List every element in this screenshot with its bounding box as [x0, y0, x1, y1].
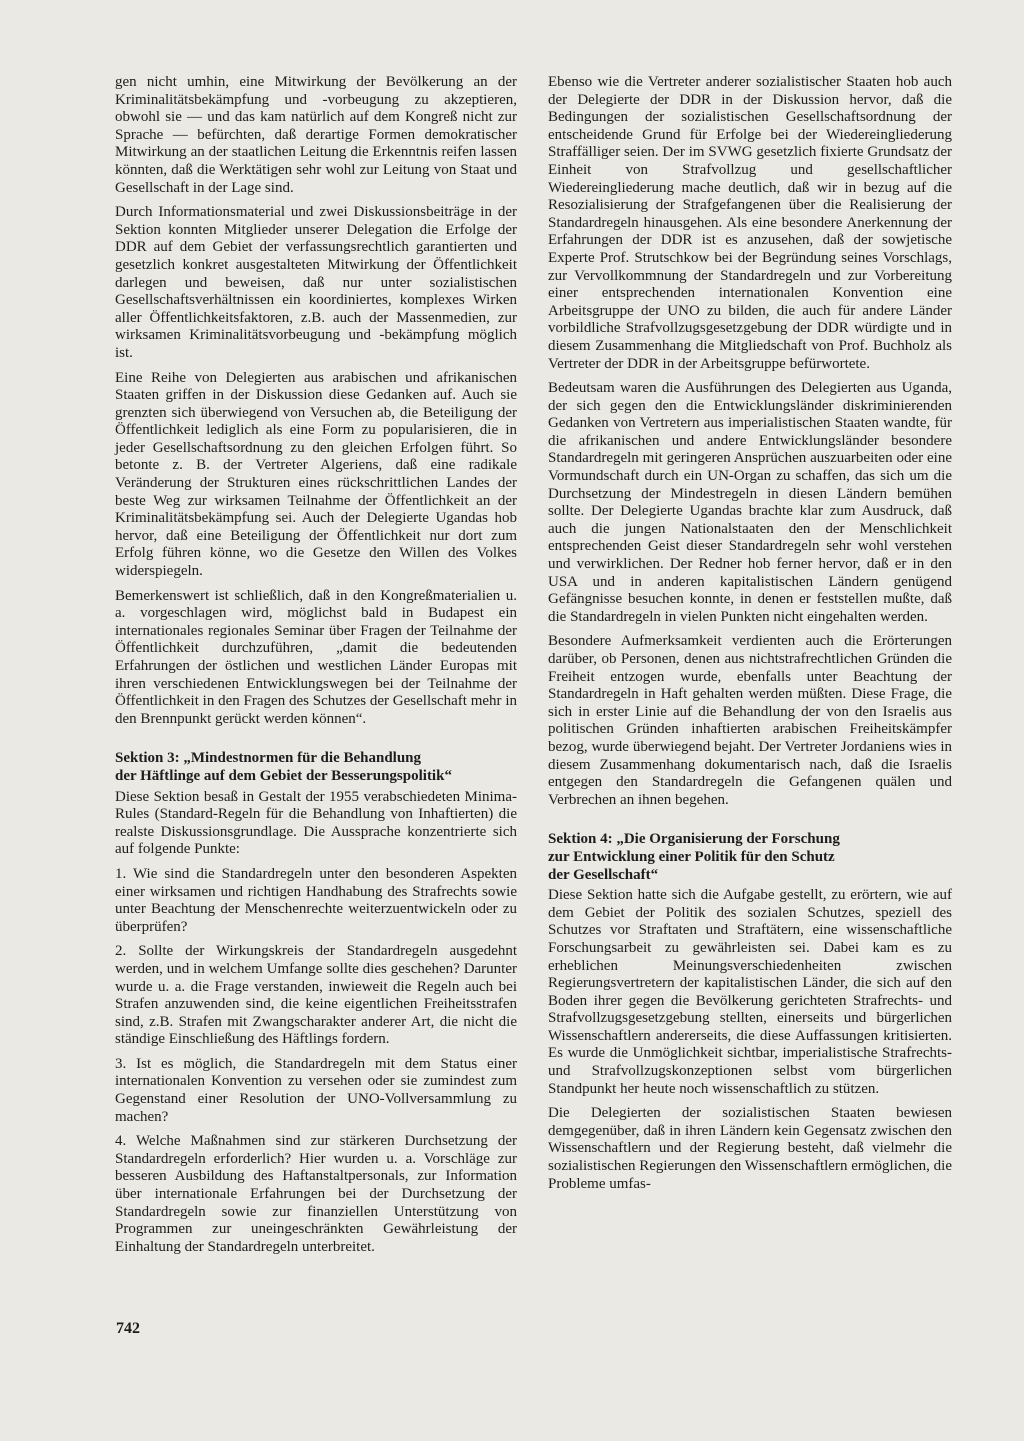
right-column: [548, 74, 952, 1193]
paragraph: Bedeutsam waren die Ausführungen des Delegierten aus Uganda, der sich gegen den die Entwicklungsländer diskriminierenden Gedanken von Vertretern aus imperialistischen Staaten wandte, für die afrikanischen und andere Entwicklungsländer besondere Standardregeln mit geringeren Ansprüchen auszuarbeiten oder eine Vormundschaft durch ein UN-Organ zu schaffen, das sich um die Durchsetzung der Mindestregeln in diesen Ländern bemühen sollte. Der Delegierte Ugandas brachte klar zum Ausdruck, daß auch die jungen Nationalstaaten den der Menschlichkeit entsprechenden Geist dieser Standardregeln sehr wohl verstehen und verwirklichen. Der Redner hob ferner hervor, daß er in den USA und in anderen kapitalistischen Ländern genügend Gefängnisse besuchen konnte, in denen er feststellen mußte, daß die Standardregeln in vielen Punkten nicht eingehalten werden.: [548, 380, 952, 625]
heading-line: der Häftlinge auf dem Gebiet der Besserungspolitik“: [115, 767, 452, 784]
section-4-heading: [548, 831, 952, 884]
heading-line: zur Entwicklung einer Politik für den Schutz: [548, 848, 835, 865]
list-item: 1. Wie sind die Standardregeln unter den besonderen Aspekten einer wirksamen und richtigen Handhabung des Strafrechts sowie unter Beachtung der Menschenrechte weiterzuentwickeln oder zu überprüfen?: [115, 865, 517, 935]
list-item: 3. Ist es möglich, die Standardregeln mit dem Status einer internationalen Konvention zu versehen oder sie zumindest zum Gegenstand einer Resolution der UNO-Vollversammlung zu machen?: [115, 1055, 517, 1125]
paragraph: Besondere Aufmerksamkeit verdienten auch die Erörterungen darüber, ob Personen, denen aus nichtstrafrechtlichen Gründen die Freiheit entzogen wurde, ebenfalls unter Beachtung der Standardregeln in Haft gehalten werden müßten. Diese Frage, die sich in erster Linie auf die Behandlung der von den Israelis aus politischen Gründen inhaftierten arabischen Freiheitskämpfer bezog, wurde überwiegend bejaht. Der Vertreter Jordaniens wies in diesem Zusammenhang dokumentarisch nach, daß die Israelis entgegen den Standardregeln die Gefangenen quälen und Verbrechen an ihnen begehen.: [548, 633, 952, 808]
paragraph: Diese Sektion besaß in Gestalt der 1955 verabschiedeten Minima-Rules (Standard-Regeln für die Behandlung von Inhaftierten) die realste Diskussionsgrundlage. Die Aussprache konzentrierte sich auf folgende Punkte:: [115, 788, 517, 858]
section-3-heading: [115, 750, 517, 785]
paragraph: gen nicht umhin, eine Mitwirkung der Bevölkerung an der Kriminalitätsbekämpfung und -vorbeugung zu akzeptieren, obwohl sie — und das kam natürlich auf dem Kongreß nicht zur Sprache — befürchten, daß derartige Formen demokratischer Mitwirkung an der staatlichen Leitung die Erkenntnis reifen lassen könnten, daß die Werktätigen sehr wohl zur Leitung von Staat und Gesellschaft in der Lage sind.: [115, 74, 517, 196]
paragraph: Eine Reihe von Delegierten aus arabischen und afrikanischen Staaten griffen in der Diskussion diese Gedanken auf. Auch sie grenzten sich überwiegend von Versuchen ab, die Beteiligung der Öffentlichkeit lediglich als eine Form zu popularisieren, die in jeder Gesellschaftsordnung zu den gleichen Erfolgen führt. So betonte z. B. der Vertreter Algeriens, daß eine radikale Veränderung der Strukturen eines rückschrittlichen Landes der beste Weg zur wirksamen Teilnahme der Öffentlichkeit an der Kriminalitätsbekämpfung sei. Auch der Delegierte Ugandas hob hervor, daß eine Beteiligung der Öffentlichkeit nur dort zum Erfolg führen könne, wo die Gesetze den Willen des Volkes widerspiegeln.: [115, 369, 517, 580]
page-number: 742: [116, 1320, 140, 1337]
left-column: [115, 74, 517, 1256]
paragraph: Diese Sektion hatte sich die Aufgabe gestellt, zu erörtern, wie auf dem Gebiet der Politik des sozialen Schutzes, speziell des Schutzes vor Straftaten und Straftätern, eine wissenschaftliche Forschungsarbeit zu gewährleisten sei. Dabei kam es zu erheblichen Meinungsverschiedenheiten zwischen Regierungsvertretern der kapitalistischen Länder, die sich auf den Boden ihrer gegen die Bevölkerung gerichteten Strafrechts- und Strafvollzugsgesetzgebung stellten, einerseits und bürgerlichen Wissenschaftlern andererseits, die diese Auffassungen kritisierten. Es wurde die Unmöglichkeit sichtbar, imperialistische Strafrechts- und Strafvollzugskonzeptionen selbst vom bürgerlichen Standpunkt her heute noch wissenschaftlich zu stützen.: [548, 887, 952, 1097]
heading-line: Sektion 3: „Mindestnormen für die Behandlung: [115, 750, 422, 767]
paragraph: Ebenso wie die Vertreter anderer sozialistischer Staaten hob auch der Delegierte der DDR in der Diskussion hervor, daß die Bedingungen der sozialistischen Gesellschaftsordnung der entscheidende Grund für Erfolge bei der Wiedereingliederung Straffälliger seien. Der im SVWG gesetzlich fixierte Grundsatz der Einheit von Strafvollzug und gesellschaftlicher Wiedereingliederung mache deutlich, daß wir in bezug auf die Resozialisierung der Strafgefangenen über die Realisierung der Standardregeln hinausgehen. Als eine besondere Anerkennung der Erfahrungen der DDR ist es anzusehen, daß der sowjetische Experte Prof. Strutschkow bei der Begründung seines Vorschlags, zur Vervollkommnung der Standardregeln und zur Vorbereitung einer entsprechenden internationalen Konvention eine Arbeitsgruppe der UNO zu bilden, die auch für andere Länder vorbildliche Strafvollzugsgesetzgebung der DDR würdigte und in diesem Zusammenhang die Mitgliedschaft von Prof. Buchholz als Vertreter der DDR in der Arbeitsgruppe befürwortete.: [548, 74, 952, 372]
paragraph: Durch Informationsmaterial und zwei Diskussionsbeiträge in der Sektion konnten Mitglieder unserer Delegation die Erfolge der DDR auf dem Gebiet der verfassungsrechtlich garantierten und gesetzlich konkret ausgestalteten Mitwirkung der Öffentlichkeit darlegen und beweisen, daß nur unter sozialistischen Gesellschaftsverhältnissen ein koordiniertes, komplexes Wirken aller Öffentlichkeitsfaktoren, z.B. auch der Massenmedien, zur wirksamen Kriminalitätsvorbeugung und -bekämpfung möglich ist.: [115, 204, 517, 361]
heading-line: Sektion 4: „Die Organisierung der Forschung: [548, 831, 840, 848]
list-item: 4. Welche Maßnahmen sind zur stärkeren Durchsetzung der Standardregeln erforderlich? Hier wurden u. a. Vorschläge zur besseren Ausbildung des Haftanstaltpersonals, zur Information über internationale Erfahrungen bei der Durchsetzung der Standardregeln sowie zur finanziellen Unterstützung von Programmen zur uneingeschränkten Gewährleistung der Einhaltung der Standardregeln unterbreitet.: [115, 1133, 517, 1255]
paragraph: Bemerkenswert ist schließlich, daß in den Kongreßmaterialien u. a. vorgeschlagen wird, möglichst bald in Budapest ein internationales regionales Seminar über Fragen der Teilnahme der Öffentlichkeit durchzuführen, „damit die bedeutenden Erfahrungen der östlichen und westlichen Länder Europas mit ihren verschiedenen Entwicklungswegen bei der Teilnahme der Öffentlichkeit in den Fragen des Schutzes der Gesellschaft mehr in den Brennpunkt gerückt werden können“.: [115, 587, 517, 727]
list-item: 2. Sollte der Wirkungskreis der Standardregeln ausgedehnt werden, und in welchem Umfange sollte dies geschehen? Darunter wurde u. a. die Frage verstanden, inwieweit die Regeln auch bei Strafen anzuwenden sind, die keine eigentlichen Freiheitsstrafen sind, z.B. Strafen mit Zwangscharakter anderer Art, die nicht die ständige Einschließung des Häftlings fordern.: [115, 943, 517, 1048]
heading-line: der Gesellschaft“: [548, 866, 659, 883]
paragraph: Die Delegierten der sozialistischen Staaten bewiesen demgegenüber, daß in ihren Ländern kein Gegensatz zwischen den Wissenschaftlern und der Regierung besteht, daß vielmehr die sozialistischen Regierungen den Wissenschaftlern ermöglichen, die Probleme umfas-: [548, 1105, 952, 1192]
